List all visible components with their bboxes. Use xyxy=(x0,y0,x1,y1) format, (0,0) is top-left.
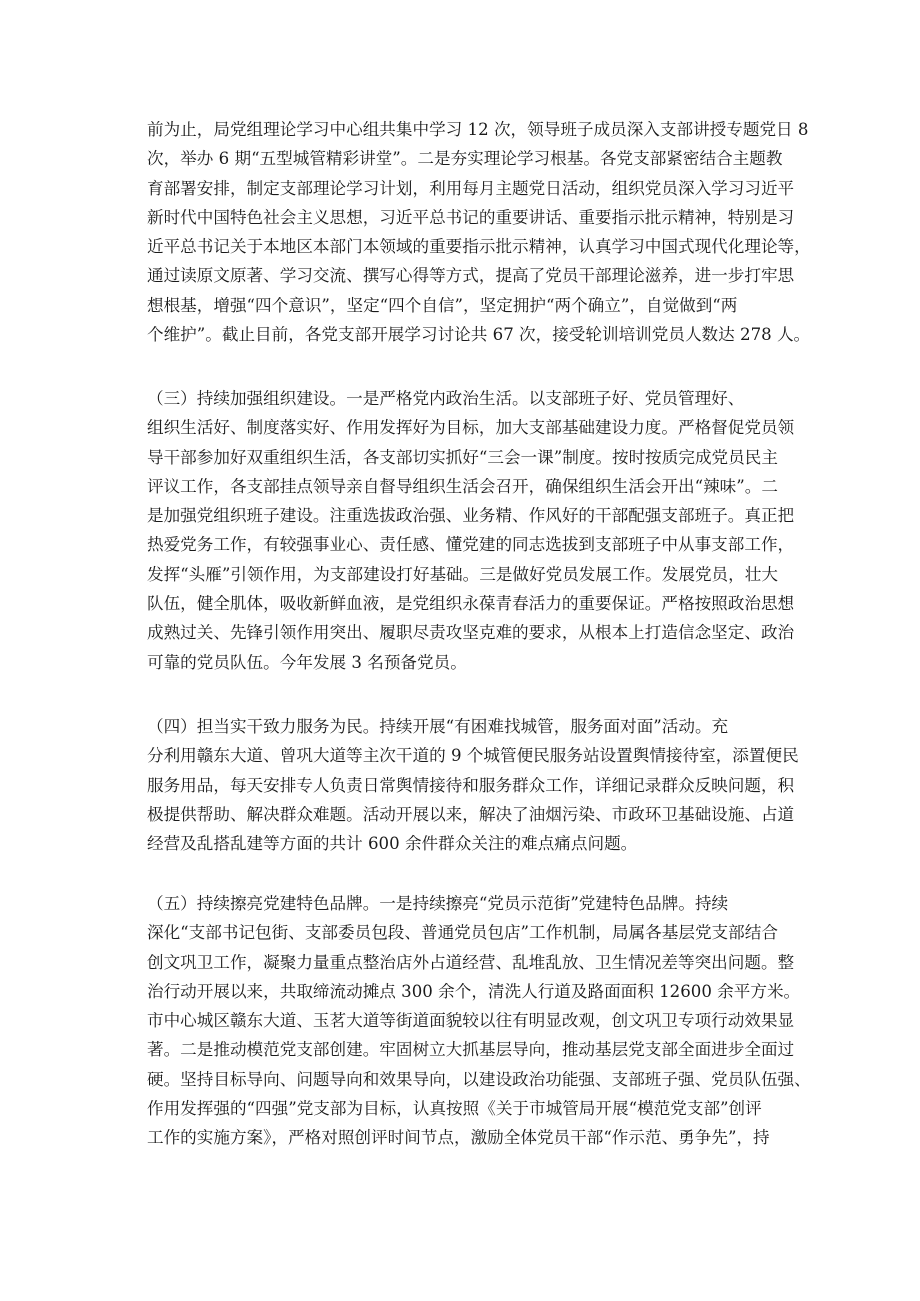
paragraph-organization-building xyxy=(147,384,793,677)
text-line: 成熟过关、先锋引领作用突出、履职尽责攻坚克难的要求，从根本上打造信念坚定、政治 xyxy=(147,623,795,643)
text-line: 市中心城区赣东大道、玉茗大道等街道面貌较以往有明显改观，创文巩卫专项行动效果显 xyxy=(147,1011,795,1031)
text-line: 队伍，健全肌体，吸收新鲜血液，是党组织永葆青春活力的重要保证。严格按照政治思想 xyxy=(147,594,795,614)
text-line: 作用发挥强的“四强”党支部为目标，认真按照《关于市城管局开展“模范党支部”创评 xyxy=(147,1099,762,1119)
paragraph-party-brand xyxy=(147,889,811,1153)
text-line: 经营及乱搭乱建等方面的共计 600 余件群众关注的难点痛点问题。 xyxy=(147,834,638,854)
text-line: 创文巩卫工作，凝聚力量重点整治店外占道经营、乱堆乱放、卫生情况差等突出问题。整 xyxy=(147,952,795,972)
text-line: 前为止，局党组理论学习中心组共集中学习 12 次，领导班子成员深入支部讲授专题党日 8 xyxy=(147,120,809,139)
text-line: 想根基，增强“四个意识”，坚定“四个自信”，坚定拥护“两个确立”，自觉做到“两 xyxy=(147,295,738,315)
text-line: 个维护”。截止目前，各党支部开展学习讨论共 67 次，接受轮训培训党员人数达 278 人。 xyxy=(147,325,811,345)
text-line: 工作的实施方案》，严格对照创评时间节点，激励全体党员干部“作示范、勇争先”，持 xyxy=(147,1128,770,1148)
text-line: 新时代中国特色社会主义思想，习近平总书记的重要讲话、重要指示批示精神，特别是习 xyxy=(147,207,795,227)
paragraph-theory-study xyxy=(147,115,811,349)
text-line: 次，举办 6 期“五型城管精彩讲堂”。二是夯实理论学习根基。各党支部紧密结合主题教 xyxy=(147,149,783,169)
text-line: 硬。坚持目标导向、问题导向和效果导向，以建设政治功能强、支部班子强、党员队伍强、 xyxy=(147,1069,811,1089)
text-line: （四）担当实干致力服务为民。持续开展“有困难找城管，服务面对面”活动。充 xyxy=(147,717,729,736)
text-line: 通过读原文原著、学习交流、撰写心得等方式，提高了党员干部理论滋养，进一步打牢思 xyxy=(147,266,795,286)
text-line: 育部署安排，制定支部理论学习计划，利用每月主题党日活动，组织党员深入学习习近平 xyxy=(147,178,795,198)
text-line: 评议工作，各支部挂点领导亲自督导组织生活会召开，确保组织生活会开出“辣味”。二 xyxy=(147,476,778,496)
text-line: 近平总书记关于本地区本部门本领域的重要指示批示精神，认真学习中国式现代化理论等， xyxy=(147,237,811,257)
text-line: 发挥“头雁”引领作用，为支部建设打好基础。三是做好党员发展工作。发展党员，壮大 xyxy=(147,564,778,584)
text-line: 著。二是推动模范党支部创建。牢固树立大抓基层导向，推动基层党支部全面进步全面过 xyxy=(147,1040,795,1060)
text-line: （五）持续擦亮党建特色品牌。一是持续擦亮“党员示范街”党建特色品牌。持续 xyxy=(147,894,729,913)
text-line: 可靠的党员队伍。今年发展 3 名预备党员。 xyxy=(147,652,467,672)
text-line: 导干部参加好双重组织生活，各支部切实抓好“三会一课”制度。按时按质完成党员民主 xyxy=(147,447,778,467)
text-line: 组织生活好、制度落实好、作用发挥好为目标，加大支部基础建设力度。严格督促党员领 xyxy=(147,418,795,438)
text-line: 是加强党组织班子建设。注重选拔政治强、业务精、作风好的干部配强支部班子。真正把 xyxy=(147,506,795,526)
text-line: 分利用赣东大道、曾巩大道等主次干道的 9 个城管便民服务站设置舆情接待室，添置便民 xyxy=(147,746,799,766)
text-line: 热爱党务工作，有较强事业心、责任感、懂党建的同志选拔到支部班子中从事支部工作， xyxy=(147,535,795,555)
text-line: 治行动开展以来，共取缔流动摊点 300 余个，清洗人行道及路面面积 12600 余平方米。 xyxy=(147,981,801,1001)
text-line: 极提供帮助、解决群众难题。活动开展以来，解决了油烟污染、市政环卫基础设施、占道 xyxy=(147,804,795,824)
text-line: 深化“支部书记包街、支部委员包段、普通党员包店”工作机制，局属各基层党支部结合 xyxy=(147,923,778,943)
text-line: （三）持续加强组织建设。一是严格党内政治生活。以支部班子好、党员管理好、 xyxy=(147,389,745,408)
text-line: 服务用品，每天安排专人负责日常舆情接待和服务群众工作，详细记录群众反映问题，积 xyxy=(147,775,795,795)
paragraph-serve-people xyxy=(147,712,799,858)
